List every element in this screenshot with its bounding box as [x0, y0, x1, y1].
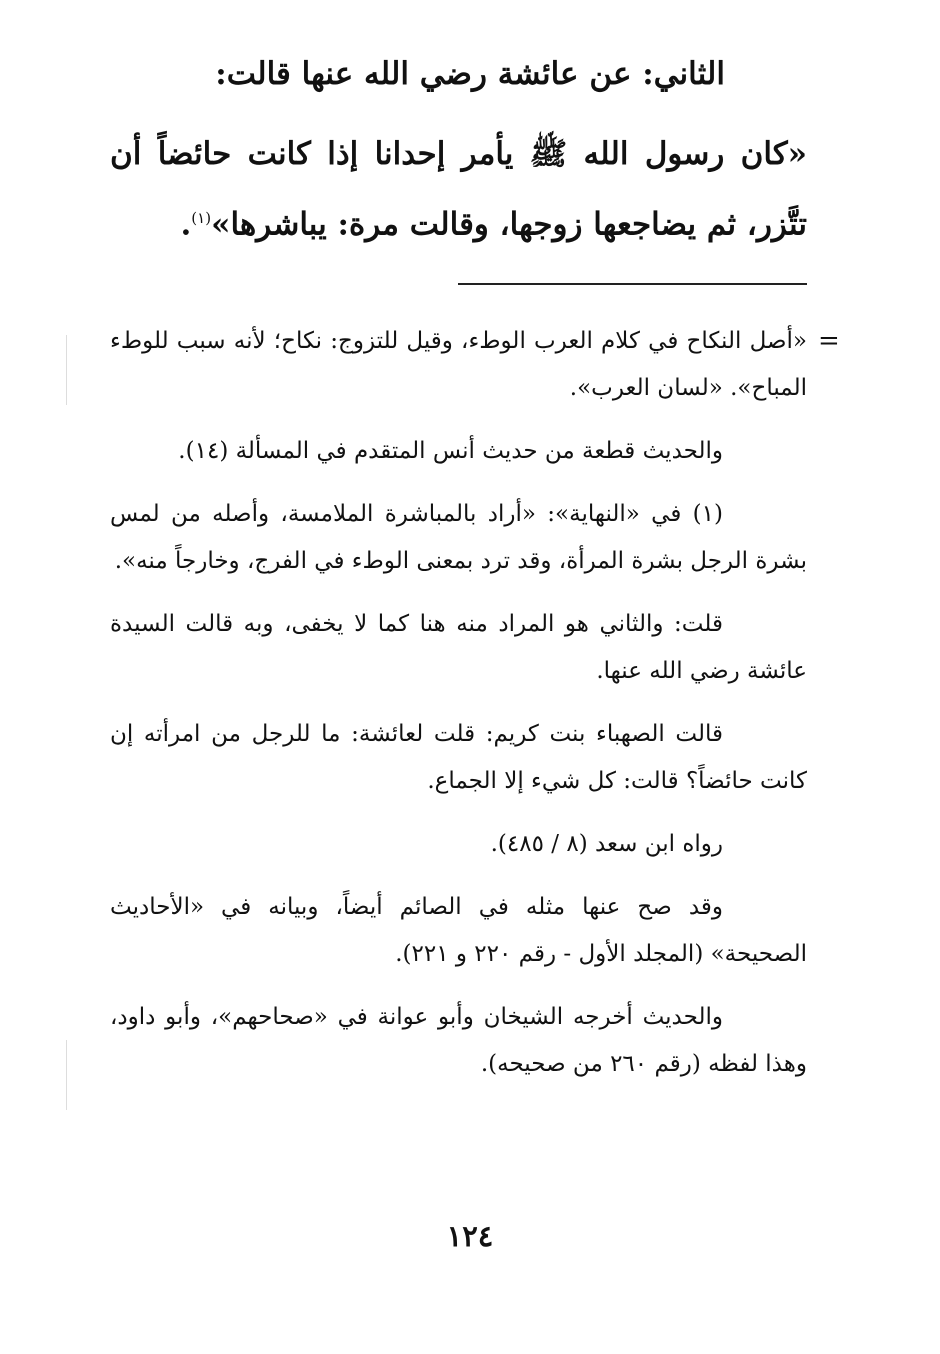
footnote-paragraph: والحديث أخرجه الشيخان وأبو عوانة في «صحاحهم»، وأبو داود، وهذا لفظه (رقم ٢٦٠ من صحيحه).	[110, 1004, 807, 1077]
footnote-paragraph: قلت: والثاني هو المراد منه هنا كما لا يخفى، وبه قالت السيدة عائشة رضي الله عنها.	[110, 611, 807, 684]
page-number: ١٢٤	[446, 1219, 494, 1253]
footnote-paragraph: رواه ابن سعد (٨ / ٤٨٥).	[490, 831, 723, 857]
section-heading: الثاني: عن عائشة رضي الله عنها قالت:	[215, 56, 725, 92]
footnote-paragraph: «أصل النكاح في كلام العرب الوطء، وقيل للتزوج: نكاح؛ لأنه سبب للوطء المباح». «لسان العرب».	[110, 328, 807, 401]
footnote-separator	[458, 283, 807, 285]
footnotes	[110, 318, 807, 1104]
footnote-paragraph: والحديث قطعة من حديث أنس المتقدم في المسألة (١٤).	[178, 438, 723, 464]
footnote-reference: (١)	[191, 209, 212, 227]
footnote-paragraph: قالت الصهباء بنت كريم: قلت لعائشة: ما للرجل من امرأته إن كانت حائضاً؟ قالت: كل شيء إلا الجماع.	[110, 721, 807, 794]
continuation-mark: =	[818, 326, 840, 356]
hadith-text	[110, 122, 807, 256]
hadith-end: .	[180, 206, 192, 243]
hadith-body: «كان رسول الله ﷺ يأمر إحدانا إذا كانت حائضاً أن تتَّزر، ثم يضاجعها زوجها، وقالت مرة: يباشرها»	[110, 136, 807, 243]
margin-mark	[66, 335, 67, 405]
footnote-paragraph: وقد صح عنها مثله في الصائم أيضاً، وبيانه في «الأحاديث الصحيحة» (المجلد الأول - رقم ٢٢٠ و ٢٢١).	[110, 894, 807, 967]
footnote-paragraph: (١) في «النهاية»: «أراد بالمباشرة الملامسة، وأصله من لمس بشرة الرجل بشرة المرأة، وقد ترد بمعنى الوطء في الفرج، وخارجاً منه».	[110, 501, 807, 574]
margin-mark	[66, 1040, 67, 1110]
